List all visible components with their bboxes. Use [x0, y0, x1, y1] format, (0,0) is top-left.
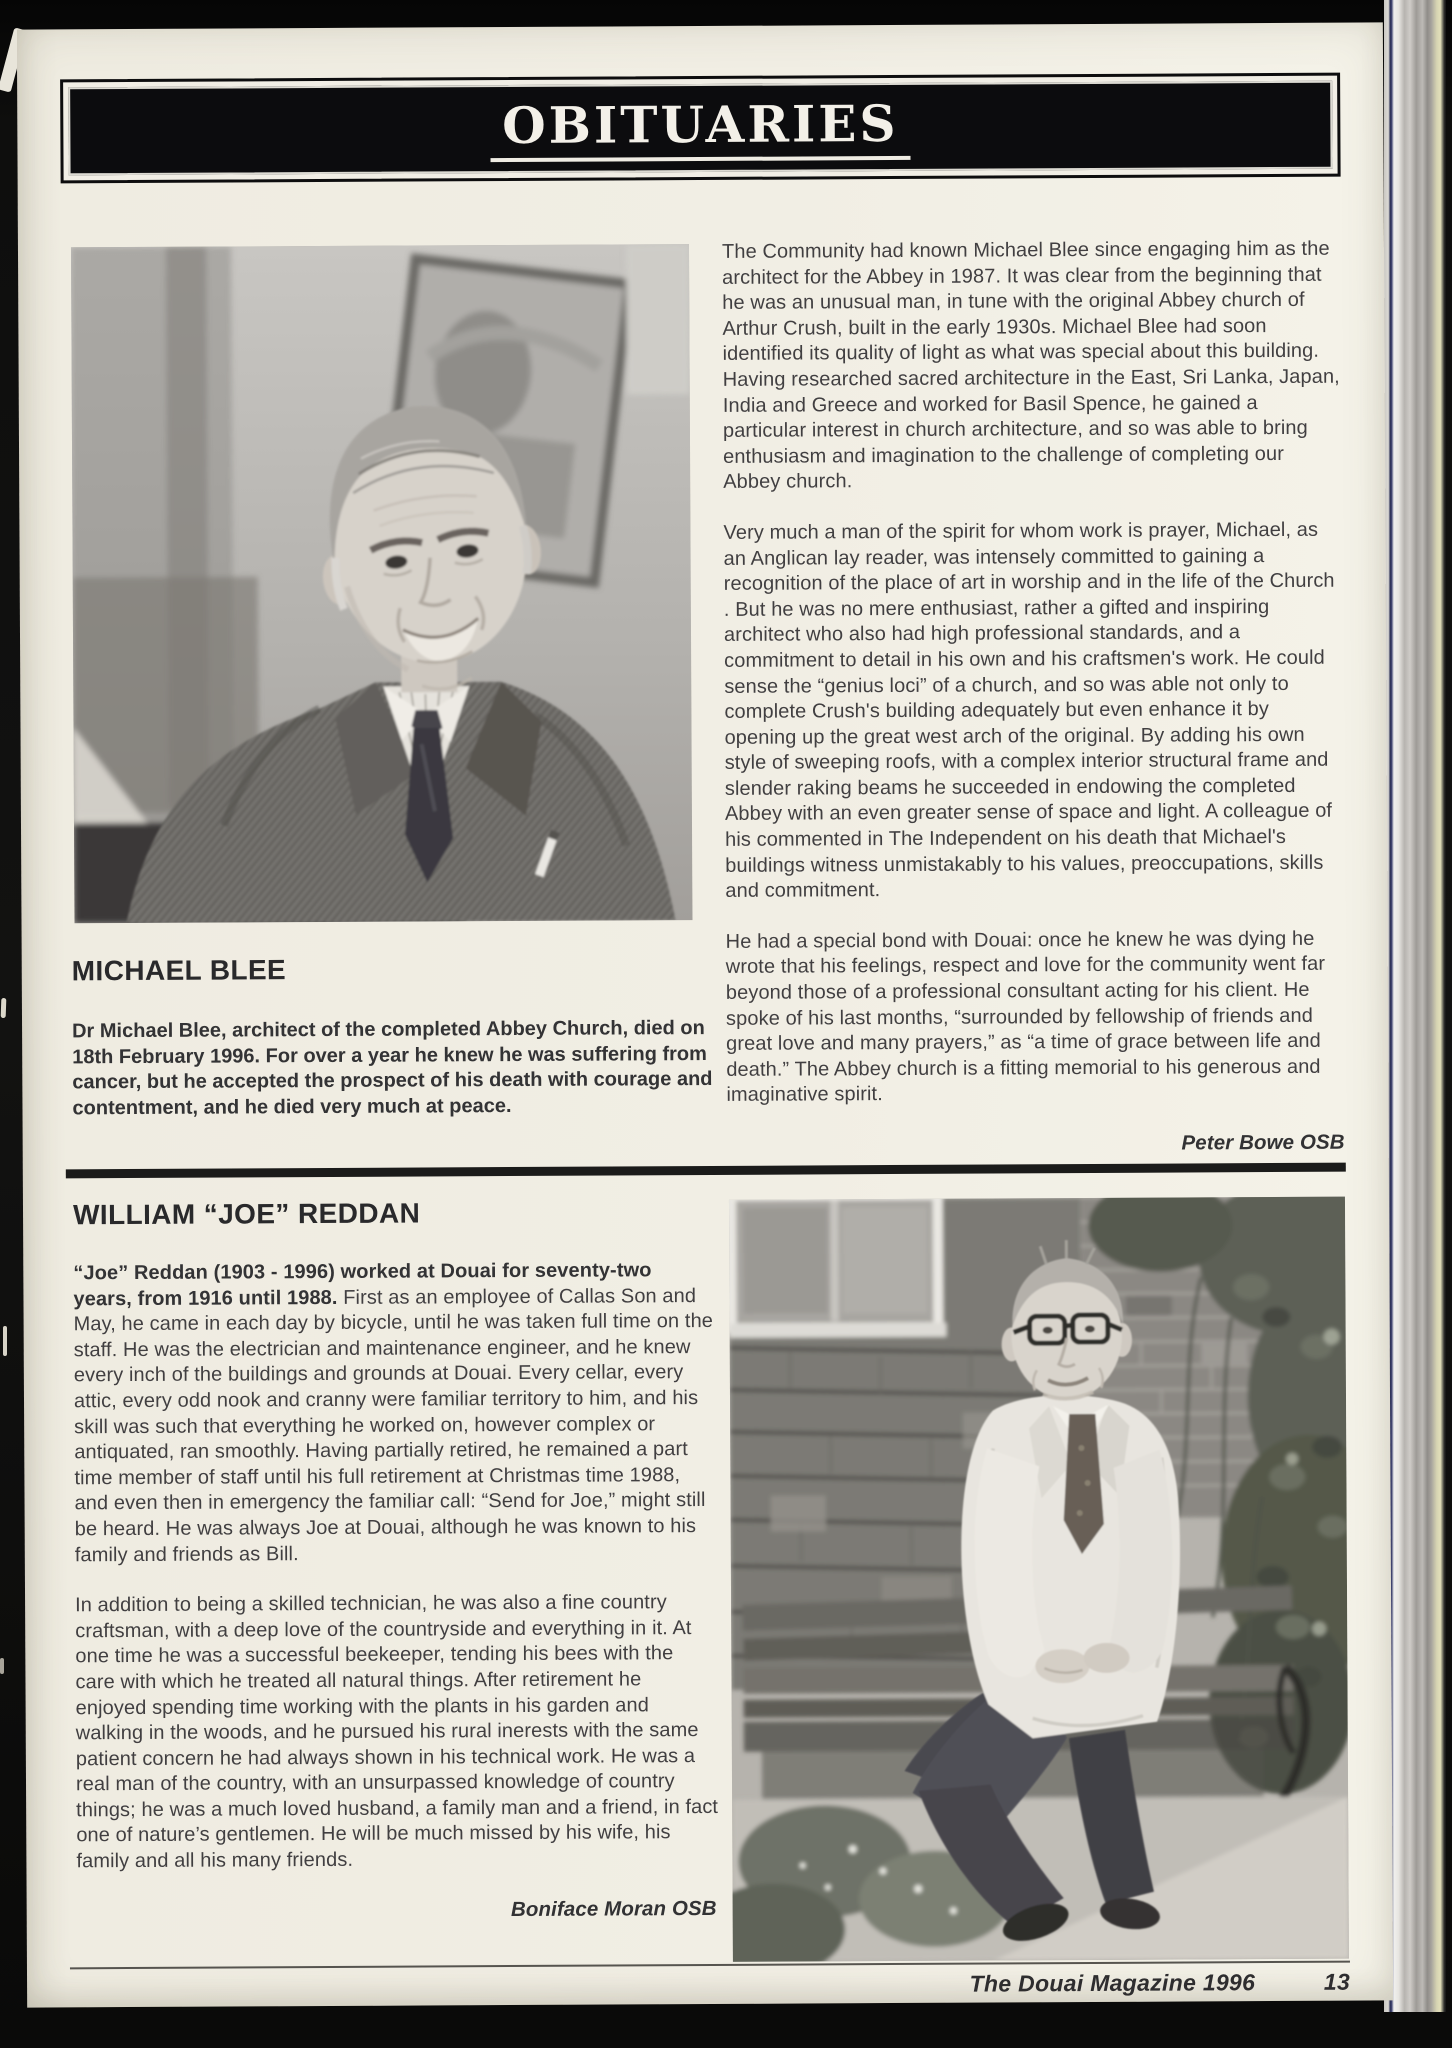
blee-paragraph-2: Very much a man of the spirit for whom work is prayer, Michael, as an Anglican lay reader, was intensely committed to gaining a recognition of the place of art in worship and in the life of the Church . But he was no mere enthusiast, rather a gifted and inspiring architect who also had high professional standards, and a commitment to detail in his own and his craftsmen's work. He could sense the “genius loci” of a church, and so was able not only to complete Crush's building adequately but even enhance it by opening up the great west arch of the original. By adding his own style of sweeping roofs, with a complex interior structural frame and slender raking beams he succeeded in endowing the completed Abbey with an even greater sense of space and light. A colleague of his commented in The Independent on his death that Michael's buildings witness unmistakably to his values, preoccupations, skills and commitment.	[723, 518, 1335, 903]
footer-page-number: 13	[1323, 1968, 1351, 1995]
footer-magazine-title: The Douai Magazine 1996	[969, 1969, 1256, 1997]
blee-heading: MICHAEL BLEE	[71, 954, 287, 987]
reddan-paragraph-1	[73, 1258, 717, 1568]
section-divider-rule	[66, 1163, 1346, 1179]
obituaries-banner	[60, 73, 1341, 184]
reddan-signature: Boniface Moran OSB	[510, 1896, 717, 1921]
page-edge-glint	[3, 1326, 7, 1356]
footer	[70, 1969, 1350, 2003]
reddan-intro-lead: “Joe” Reddan (1903 - 1996) worked at Douai for seventy-two years, from 1916 until 1988.	[73, 1259, 652, 1310]
joe-reddan-bench-illustration	[729, 1197, 1349, 1962]
page-edge-glint	[0, 1658, 4, 1674]
footer-rule	[70, 1961, 1350, 1970]
reddan-heading: WILLIAM “JOE” REDDAN	[72, 1197, 421, 1231]
blee-paragraph-1: The Community had known Michael Blee since engaging him as the architect for the Abbey in 1987. It was clear from the beginning that he was an unusual man, in tune with the original Abbey church of Arthur Crush, built in the early 1930s. Michael Blee had soon identified its quality of light as what was special about this building. Having researched sacred architecture in the East, Sri Lanka, Japan, India and Greece and worked for Basil Spence, he gained a particular interest in church architecture, and so was able to bring enthusiasm and imagination to the challenge of completing our Abbey church.	[721, 237, 1340, 494]
reddan-obituary-text	[73, 1258, 718, 1925]
book-page-edges	[1384, 0, 1446, 2012]
reddan-intro-rest: First as an employee of Callas Son and May, he came in each day by bicycle, until he was taken full time on the staff. He was the electrician and maintenance engineer, and he knew every inch of the buildings and grounds at Douai. Every cellar, every attic, every odd nook and cranny were familiar territory to him, and his skill was such that everything he worked on, however complex or antiquated, ran smoothly. Having partially retired, he remained a part time member of staff until his full retirement at Christmas time 1988, and even then in emergency the familiar call: “Send for Joe,” might still be heard. He was always Joe at Douai, although he was known to his family and friends as Bill.	[73, 1284, 714, 1566]
joe-reddan-photo	[729, 1197, 1349, 1962]
page-title: OBITUARIES	[490, 94, 911, 161]
blee-intro: Dr Michael Blee, architect of the completed Abbey Church, died on 18th February 1996. For over a year he knew he was suffering from cancer, but he accepted the prospect of his death with courage and contentment, and he died very much at peace.	[72, 1017, 713, 1120]
reddan-paragraph-2: In addition to being a skilled technician, he was also a fine country craftsman, with a deep love of the countryside and everything in it. At one time he was a successful beekeeper, tending his bees with the care with which he treated all natural things. After retirement he enjoyed spending time working with the plants in his garden and walking in the woods, and he pursued his rural inerests with the same patient concern he had always shown in his technical work. He was a real man of the country, with an unsurpassed knowledge of country things; he was a much loved husband, a family man and a friend, in fact one of nature’s gentlemen. He will be much missed by his wife, his family and all his many friends.	[75, 1591, 719, 1873]
blee-paragraph-3: He had a special bond with Douai: once he knew he was dying he wrote that his feelings, respect and love for the community went far beyond those of a professional consultant acting for his client. He spoke of his last months, “surrounded by fellowship of friends and great love and many prayers,” as “a time of grace between life and death.” The Abbey church is a fitting memorial to his generous and imaginative spirit.	[725, 927, 1326, 1107]
magazine-page	[17, 22, 1393, 2007]
blee-signature: Peter Bowe OSB	[1181, 1130, 1345, 1155]
michael-blee-photo	[71, 244, 693, 923]
page-edge-glint	[1, 998, 7, 1018]
michael-blee-portrait-illustration	[71, 244, 693, 923]
obituaries-banner-inner	[68, 81, 1332, 176]
blee-obituary-text	[722, 237, 1347, 1159]
